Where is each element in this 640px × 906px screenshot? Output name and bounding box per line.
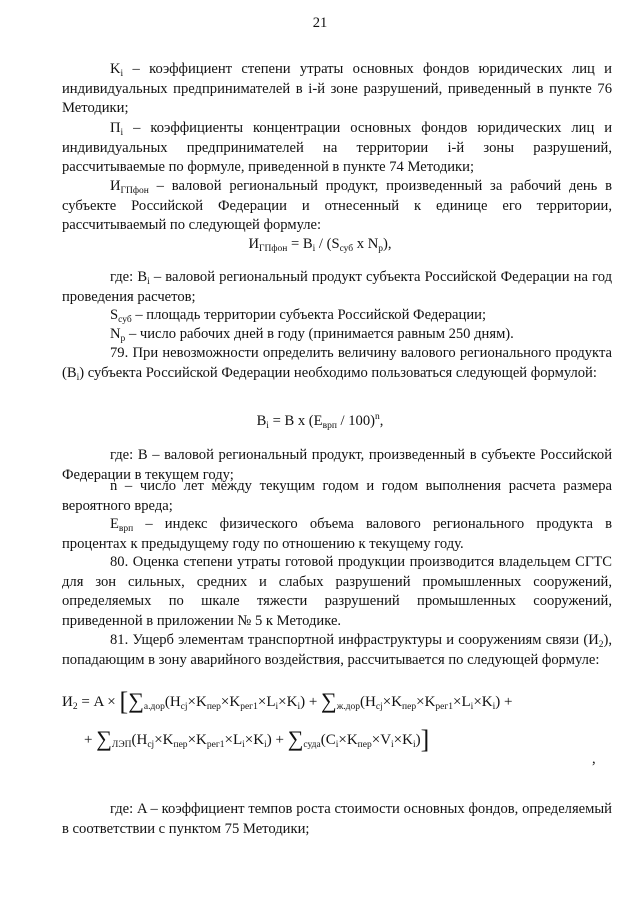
formula-part: K xyxy=(229,694,241,710)
formula-sub: i xyxy=(297,702,301,712)
where-a: где: A – коэффициент темпов роста стоимости основных фондов, определяемый в соответствии с пунктом 75 Методики; xyxy=(62,801,612,837)
formula-part: L xyxy=(266,694,276,710)
formula-lhs: И xyxy=(248,236,259,252)
formula-lhs: И xyxy=(62,694,73,710)
formula-sub: i xyxy=(242,740,245,750)
symbol-sub: 2 xyxy=(598,640,604,650)
formula-sub: врп xyxy=(322,421,337,431)
symbol: E xyxy=(110,516,119,532)
paragraph-79 xyxy=(62,344,612,383)
where-np xyxy=(62,325,612,345)
formula-part: K xyxy=(424,694,436,710)
symbol: S xyxy=(110,307,119,323)
formula-sub: i xyxy=(275,702,279,712)
paragraph-text: 81. Ущерб элементам транспортной инфраструктуры и сооружениям связи (И xyxy=(110,632,599,648)
formula-sub: p xyxy=(378,244,384,254)
symbol: N xyxy=(110,326,121,342)
paragraph-text: ) субъекта Российской Федерации необходимо пользоваться следующей формулой: xyxy=(79,364,597,381)
formula-part: K xyxy=(402,732,413,748)
paragraph-text: ), попадающим в зону аварийного воздействия, рассчитывается по следующей формуле: xyxy=(62,632,612,668)
formula-sub: пер xyxy=(206,702,221,712)
paragraph-text: – валовой региональный продукт субъекта Российской Федерации на год проведения расчетов; xyxy=(62,269,612,305)
where-bi xyxy=(62,268,612,307)
sum-symbol: ∑ xyxy=(128,688,144,713)
paragraph-igp xyxy=(62,177,612,236)
formula-part: L xyxy=(461,694,471,710)
sum-symbol: ∑ xyxy=(96,726,112,751)
paragraph-81 xyxy=(62,631,612,670)
formula-i2-line1: $И_2 = A \times [\sum_{а.дор}(H_{cj}\times K_{пер}\times K_{рег1}\times L_i\times K_i) + \sum_{ж.дор}(H_{cj}\times K_{пер}\times K_{рег1}\times L_i\times K_i)$ + xyxy=(62,687,513,716)
formula-part: K xyxy=(196,732,207,748)
symbol-sub: p xyxy=(120,334,126,344)
formula-part: = B x (E xyxy=(268,413,323,429)
symbol-sub: ГПфон xyxy=(120,186,149,196)
formula-sub: i xyxy=(412,740,416,750)
paragraph-text: – коэффициент степени утраты основных фондов юридических лиц и индивидуальных предпринимателей в i-й зоне разрушений, приведенный в пункте 76 Методики; xyxy=(62,61,612,117)
formula-part: ), xyxy=(383,236,392,252)
formula-part: K xyxy=(286,694,298,710)
formula-part: H xyxy=(169,694,181,710)
paragraph-text: – индекс физического объема валового регионального продукта в процентах к предыдущему году по отношению к текущему году. xyxy=(62,516,612,552)
formula-igp xyxy=(0,235,640,255)
formula-part: K xyxy=(253,732,265,748)
formula-part: x N xyxy=(353,236,379,252)
symbol: K xyxy=(110,61,121,77)
formula-lhs-sub: 2 xyxy=(72,702,78,712)
formula-sub: cj xyxy=(375,702,383,712)
formula-sub: i xyxy=(335,740,339,750)
formula-sub: i xyxy=(312,244,316,254)
formula-sub: cj xyxy=(147,740,155,750)
sum-sub: ЛЭП xyxy=(111,740,132,750)
sum-sub: ж.дор xyxy=(336,702,361,712)
sum-sub: суда xyxy=(303,740,321,750)
formula-i2 xyxy=(62,683,622,773)
paragraph-text: – валовой региональный продукт, произведенный за рабочий день в субъекте Российской Федерации и отнесенный к единице его территории, рассчитываемый по следующей формуле: xyxy=(62,178,612,234)
where-ssub xyxy=(62,306,612,326)
symbol: где: B xyxy=(110,269,148,285)
formula-part: K xyxy=(196,694,207,710)
formula-sub: рег1 xyxy=(240,702,258,712)
formula-part: = B xyxy=(287,236,313,252)
formula-sub: пер xyxy=(402,702,417,712)
formula-part: K xyxy=(346,732,358,748)
paragraph-ki xyxy=(62,60,612,119)
symbol: где: B xyxy=(110,447,148,463)
paragraph-text: – коэффициенты концентрации основных фондов юридических лиц и индивидуальных предпринимателей на территории i-й зоны разрушений, рассчитываемые по формуле, приведенной в пункте 74 Методики; xyxy=(62,120,612,176)
formula-part: K xyxy=(481,694,493,710)
formula-sup: n xyxy=(375,412,380,422)
where-evrp xyxy=(62,515,612,554)
formula-part: , xyxy=(379,413,384,429)
page-number: 21 xyxy=(312,15,328,31)
formula-sub: i xyxy=(470,702,474,712)
symbol-sub: i xyxy=(76,372,80,383)
formula-sub: рег1 xyxy=(206,740,225,750)
paragraph-text: 79. При невозможности определить величину валового регионального продукта (B xyxy=(62,345,612,381)
formula-lhs-sub: ГПфон xyxy=(259,244,288,254)
paragraph-text: – валовой региональный продукт, произведенный в субъекте Российской Федерации в текущем году; xyxy=(62,447,613,483)
paragraph-pi xyxy=(62,119,612,178)
symbol: П xyxy=(110,120,121,136)
formula-part: H xyxy=(365,694,376,710)
symbol-sub: i xyxy=(147,277,150,287)
paragraph-text: – число рабочих дней в году (принимается равным 250 дням). xyxy=(125,326,514,342)
formula-part: = A × xyxy=(77,694,120,710)
formula-sub: i xyxy=(266,421,269,431)
formula-sub: cj xyxy=(180,702,188,712)
symbol: n xyxy=(110,478,118,494)
right-bracket: ] xyxy=(420,725,430,754)
symbol-sub: врп xyxy=(118,524,134,534)
left-bracket: [ xyxy=(119,687,129,716)
sum-symbol: ∑ xyxy=(287,726,304,751)
paragraph-80: 80. Оценка степени утраты готовой продукции производится владельцем СГТС для зон сильных, средних и слабых разрушений промышленных сооружений, определяемых по шкале тяжести разрушений промышленных сооружений, приведенной в приложении № 5 к Методике. xyxy=(62,554,612,629)
formula-sub: i xyxy=(492,702,496,712)
sum-symbol: ∑ xyxy=(321,688,337,713)
paragraph-text: – число лет между текущим годом и годом выполнения расчета размера вероятного вреда; xyxy=(62,478,612,514)
symbol: И xyxy=(110,178,121,194)
formula-part: V xyxy=(380,732,392,748)
paragraph-text: – площадь территории субъекта Российской Федерации; xyxy=(131,307,487,323)
formula-part: K xyxy=(162,732,174,748)
formula-part: C xyxy=(325,732,336,748)
formula-sub: пер xyxy=(173,740,188,750)
formula-comma: , xyxy=(592,751,596,767)
formula-bi xyxy=(0,412,640,432)
formula-i2-line2: + $\sum_{ЛЭП}(H_{cj}\times K_{пер}\times K_{рег1}\times L_i\times K_i) + \sum_{суда}(C_i\times K_{пер}\times V_i\times K_i)$] xyxy=(84,725,430,754)
formula-sub: i xyxy=(391,740,394,750)
formula-sub: пер xyxy=(357,740,372,750)
formula-part: L xyxy=(232,732,243,748)
symbol-sub: суб xyxy=(118,315,132,325)
formula-part: K xyxy=(391,694,403,710)
symbol-sub: i xyxy=(120,69,124,79)
formula-sub: i xyxy=(264,740,267,750)
where-n xyxy=(62,477,612,516)
formula-part: / 100) xyxy=(336,413,376,429)
formula-sub: рег1 xyxy=(435,702,454,712)
sum-sub: а.дор xyxy=(143,702,165,712)
formula-part: H xyxy=(136,732,148,748)
formula-part: B xyxy=(256,413,267,429)
formula-part: / (S xyxy=(315,236,340,252)
formula-sub: суб xyxy=(339,244,354,254)
symbol-sub: i xyxy=(120,128,124,138)
